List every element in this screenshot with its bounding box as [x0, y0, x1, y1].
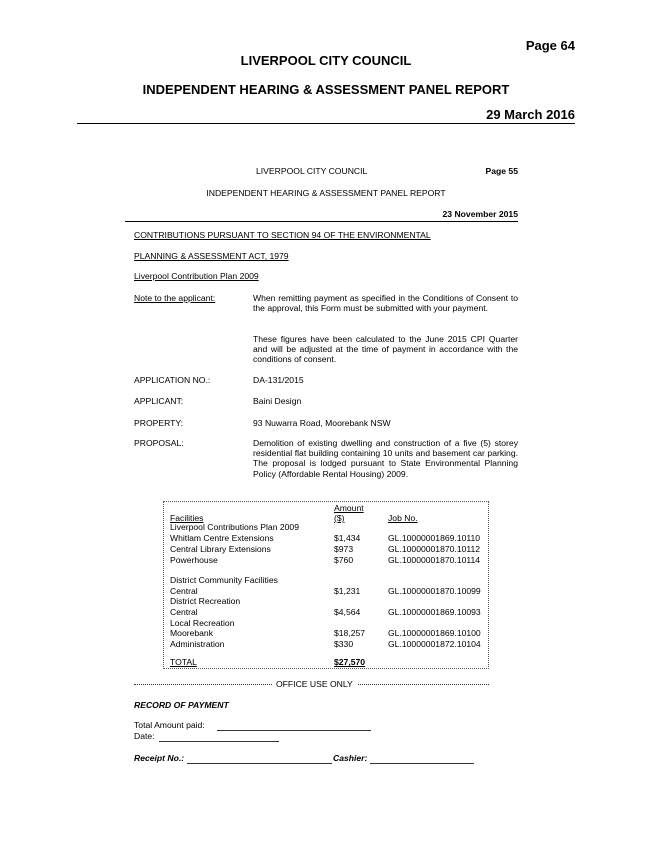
col-header-facilities: Facilities — [170, 513, 204, 523]
property-label: PROPERTY: — [134, 418, 184, 428]
property-value: 93 Nuwarra Road, Moorebank NSW — [253, 418, 391, 428]
table-row-name: Whitlam Centre Extensions — [170, 533, 274, 543]
table-row-name: Central Library Extensions — [170, 544, 271, 554]
table-row-amount: $973 — [334, 544, 354, 554]
inner-date: 23 November 2015 — [442, 209, 518, 219]
total-amount-paid-label: Total Amount paid: — [134, 720, 205, 730]
outer-report-title: INDEPENDENT HEARING & ASSESSMENT PANEL REPORT — [142, 82, 510, 97]
cashier-line — [370, 763, 474, 764]
receipt-no-label: Receipt No.: — [134, 753, 185, 763]
total-amount-paid-line — [217, 730, 371, 731]
table-total-value: $27,570 — [334, 657, 366, 667]
applicant-label: APPLICANT: — [134, 396, 184, 406]
table-row-name: Local Recreation — [170, 618, 235, 628]
table-row-amount: $18,257 — [334, 628, 366, 638]
table-row-amount: $1,434 — [334, 533, 361, 543]
table-row-name: Central — [170, 607, 198, 617]
date-line — [159, 741, 279, 742]
table-row-name: Central — [170, 586, 198, 596]
table-row-job: GL.10000001869.10093 — [388, 607, 481, 617]
col-header-amount: Amount — [334, 503, 364, 513]
note-paragraph-1: When remitting payment as specified in the Conditions of Consent to the approval, this Form must be submitted with your payment. — [253, 293, 518, 314]
col-header-amount-unit: ($) — [334, 513, 345, 523]
office-use-label: OFFICE USE ONLY — [276, 679, 353, 689]
outer-divider — [77, 123, 575, 124]
office-use-dots-right — [358, 684, 489, 685]
note-label: Note to the applicant: — [134, 293, 216, 303]
table-row-name: District Recreation — [170, 596, 241, 606]
col-header-job-no: Job No. — [388, 513, 418, 523]
table-row-name: Powerhouse — [170, 555, 218, 565]
office-use-dots-left — [134, 684, 272, 685]
inner-report-title: INDEPENDENT HEARING & ASSESSMENT PANEL REPORT — [206, 188, 446, 198]
note-paragraph-2: These figures have been calculated to the June 2015 CPI Quarter and will be adjusted at the time of payment in accordance with the conditions of consent. — [253, 334, 518, 365]
table-section-heading: Liverpool Contributions Plan 2009 — [170, 522, 299, 532]
inner-divider — [125, 221, 518, 222]
table-row-job: GL.10000001870.10114 — [388, 555, 481, 565]
applicant-value: Baini Design — [253, 396, 302, 406]
application-no-label: APPLICATION NO.: — [134, 375, 211, 385]
outer-council-title: LIVERPOOL CITY COUNCIL — [240, 53, 412, 68]
application-no-value: DA-131/2015 — [253, 375, 304, 385]
table-row-amount: $4,564 — [334, 607, 361, 617]
table-row-job: GL.10000001872.10104 — [388, 639, 481, 649]
table-row-amount: $1,231 — [334, 586, 361, 596]
proposal-value: Demolition of existing dwelling and construction of a five (5) storey residential flat building containing 10 units and basement car parking. The proposal is lodged pursuant to State Environmental Planning Policy (Affordable Rental Housing) 2009. — [253, 438, 518, 479]
inner-page-label: Page 55 — [485, 166, 518, 176]
inner-council-title: LIVERPOOL CITY COUNCIL — [256, 166, 368, 176]
table-row-job: GL.10000001870.10112 — [388, 544, 481, 554]
date-label: Date: — [134, 731, 155, 741]
table-row-job: GL.10000001870.10099 — [388, 586, 481, 596]
contributions-heading-line1: CONTRIBUTIONS PURSUANT TO SECTION 94 OF THE ENVIRONMENTAL — [134, 230, 431, 240]
receipt-no-line — [187, 763, 332, 764]
record-of-payment-heading: RECORD OF PAYMENT — [134, 700, 229, 710]
table-total-label: TOTAL — [170, 657, 197, 667]
proposal-label: PROPOSAL: — [134, 438, 184, 448]
contributions-table — [163, 501, 489, 669]
table-row-name: Moorebank — [170, 628, 213, 638]
contributions-heading-line2: PLANNING & ASSESSMENT ACT, 1979 — [134, 251, 289, 261]
table-row-amount: $760 — [334, 555, 354, 565]
outer-date: 29 March 2016 — [486, 107, 575, 122]
table-row-name: District Community Facilities — [170, 575, 278, 585]
cashier-label: Cashier: — [333, 753, 368, 763]
table-row-job: GL.10000001869.10110 — [388, 533, 481, 543]
outer-page-label: Page 64 — [525, 38, 575, 53]
contribution-plan-heading: Liverpool Contribution Plan 2009 — [134, 271, 259, 281]
table-row-amount: $330 — [334, 639, 354, 649]
table-row-name: Administration — [170, 639, 225, 649]
table-row-job: GL.10000001869.10100 — [388, 628, 481, 638]
